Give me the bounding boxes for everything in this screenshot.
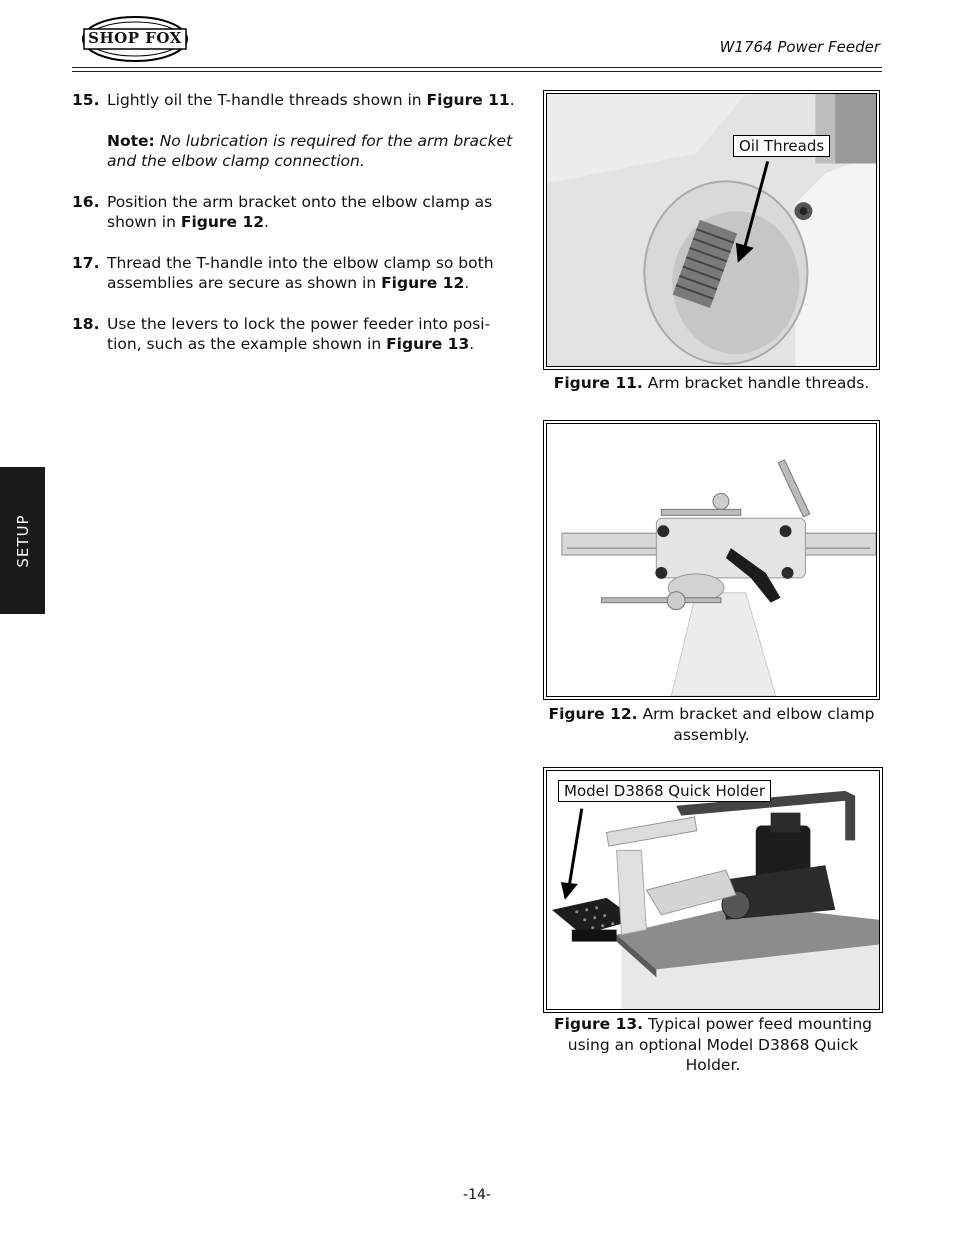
page-number: -14- bbox=[463, 1187, 491, 1203]
step-number: 16. bbox=[72, 192, 100, 211]
step-number: 15. bbox=[72, 91, 100, 109]
figure-12-photo bbox=[543, 420, 880, 700]
note-label: Note: bbox=[107, 131, 155, 150]
figure-13-photo bbox=[543, 767, 883, 1013]
note bbox=[107, 131, 522, 172]
step-text-end: . bbox=[509, 91, 515, 109]
step-text: Thread the T-handle into the elbow clamp so both assemblies are secure as shown in bbox=[107, 253, 494, 292]
step-17 bbox=[72, 253, 522, 294]
figure-caption-text: Arm bracket handle threads. bbox=[647, 374, 870, 392]
figure-11-caption bbox=[543, 373, 880, 394]
figure-reference: Figure 12 bbox=[180, 213, 265, 231]
figure-11-photo bbox=[543, 90, 880, 370]
figure-caption-text: Typical power feed mounting using an optional Model D3868 Quick Holder. bbox=[567, 1015, 872, 1074]
figure-reference: Figure 13 bbox=[386, 335, 470, 353]
figure-reference: Figure 11 bbox=[426, 91, 510, 109]
arm-bracket-elbow-clamp-photo bbox=[547, 424, 876, 696]
header-rule bbox=[72, 67, 882, 68]
step-text-end: . bbox=[264, 213, 269, 231]
figure-label: Figure 11. bbox=[553, 374, 643, 392]
step-text-end: . bbox=[469, 335, 475, 353]
step-text-end: . bbox=[464, 274, 470, 292]
step-text: Use the levers to lock the power feeder into posi-tion, such as the example shown in bbox=[107, 314, 491, 353]
step-16 bbox=[72, 192, 522, 233]
step-15 bbox=[72, 90, 522, 172]
shop-fox-logo bbox=[80, 14, 190, 64]
step-text: Position the arm bracket onto the elbow clamp as shown in bbox=[107, 192, 493, 231]
section-tab-label: SETUP bbox=[13, 513, 32, 568]
figure-caption-text: Arm bracket and elbow clamp assembly. bbox=[642, 705, 875, 744]
quick-holder-callout: Model D3868 Quick Holder bbox=[558, 780, 771, 802]
logo-text: SHOP FOX bbox=[88, 29, 182, 47]
step-18 bbox=[72, 314, 522, 355]
section-tab bbox=[0, 467, 45, 614]
figure-label: Figure 12. bbox=[548, 705, 638, 723]
step-text: Lightly oil the T-handle threads shown in bbox=[107, 91, 427, 109]
instruction-steps bbox=[72, 90, 522, 375]
header-rule-2 bbox=[72, 71, 882, 72]
figure-13-caption bbox=[543, 1014, 883, 1076]
note-text: No lubrication is required for the arm bracket and the elbow clamp connection. bbox=[107, 131, 513, 170]
step-number: 18. bbox=[72, 314, 100, 333]
figure-label: Figure 13. bbox=[553, 1015, 644, 1033]
figure-reference: Figure 12 bbox=[381, 274, 465, 292]
power-feed-mounting-photo bbox=[547, 771, 879, 1009]
oil-threads-callout: Oil Threads bbox=[733, 135, 830, 157]
figure-12-caption bbox=[543, 704, 880, 745]
document-title: W1764 Power Feeder bbox=[719, 38, 880, 56]
step-number: 17. bbox=[72, 253, 100, 272]
